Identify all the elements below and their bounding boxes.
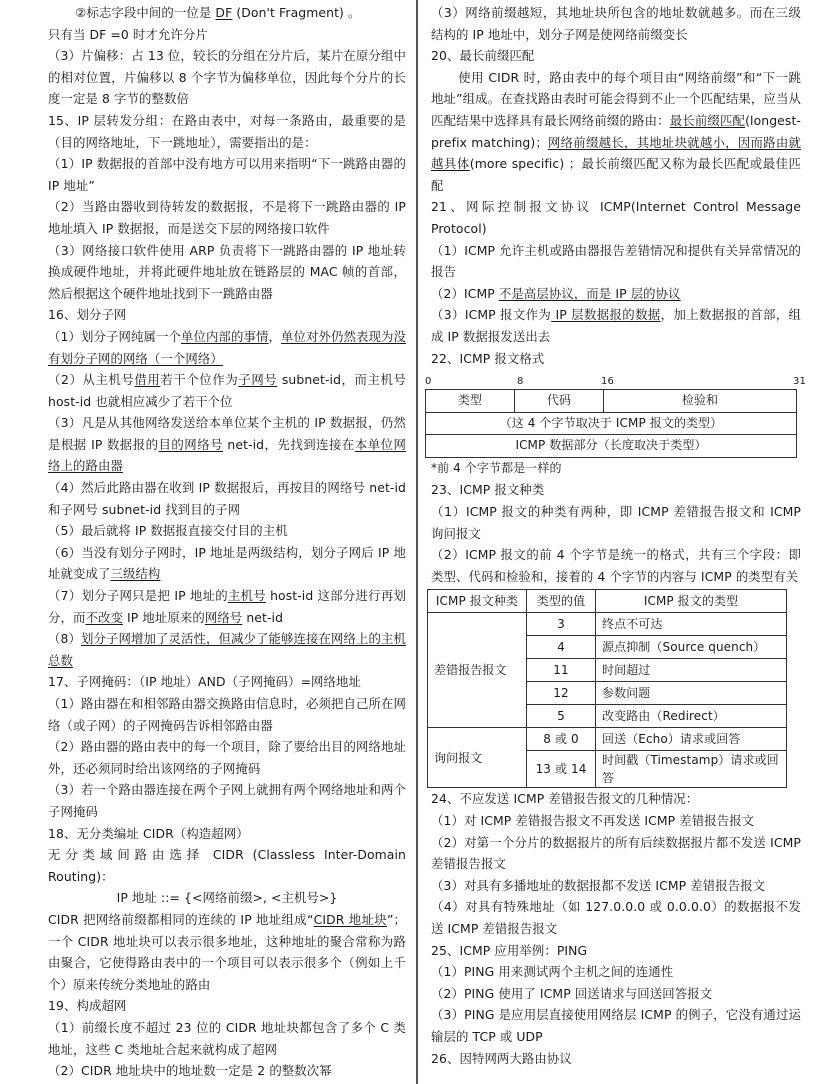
icmp-format-table — [425, 389, 797, 458]
field-type: 类型 — [426, 390, 515, 413]
text: （2）从主机号 — [48, 372, 135, 388]
bit-label-31: 31 — [793, 376, 806, 388]
underlined-text: 单位内部的事情 — [181, 328, 269, 344]
df-flag-line — [48, 2, 406, 24]
left-column — [48, 2, 406, 1082]
bit-label-8: 8 — [517, 376, 524, 388]
section-heading-22: 22、ICMP 报文格式 — [431, 350, 545, 366]
underlined-text: DF — [215, 5, 233, 20]
paragraph: （1）PING 用来测试两个主机之间的连通性 — [431, 964, 674, 980]
type-desc: 源点抑制（Source quench） — [596, 636, 787, 659]
bit-ruler — [425, 371, 806, 389]
underlined-text: 本单位网络上的路由器 — [48, 436, 407, 474]
paragraph — [48, 542, 406, 585]
paragraph: 只有当 DF =0 时才允许分片 — [48, 26, 208, 42]
section-heading-16: 16、划分子网 — [48, 307, 127, 323]
type-value: 12 — [527, 682, 596, 705]
group-error-report: 差错报告报文 — [428, 613, 527, 728]
table-row — [428, 728, 787, 751]
type-desc: 时间戳（Timestamp）请求或回答 — [596, 751, 787, 788]
bit-label-16: 16 — [601, 376, 614, 388]
text: IP 地址原来的 — [122, 609, 205, 625]
underlined-text: 网络前缀越长，其地址块就越小，因而路由就越具体 — [431, 134, 801, 172]
type-value: 11 — [527, 659, 596, 682]
underlined-text: 不改变 — [85, 609, 123, 625]
underlined-text: 三级结构 — [110, 566, 161, 582]
underlined-text: 主机号 — [227, 588, 266, 604]
text: ， — [268, 328, 282, 344]
field-type-dependent: （这 4 个字节取决于 ICMP 报文的类型） — [426, 412, 797, 435]
paragraph: （3）片偏移：占 13 位，较长的分组在分片后，某片在原分组中的相对位置，片偏移以 8 个字节为偏移单位，因此每个分片的长度一定是 8 字节的整数倍 — [48, 48, 406, 107]
paragraph — [48, 326, 406, 369]
text: （3）ICMP 报文作为 — [431, 307, 552, 323]
type-value: 8 或 0 — [527, 728, 596, 751]
text: （7）划分子网只是把 IP 地址的 — [48, 588, 228, 604]
paragraph: （2）CIDR 地址块中的地址数一定是 2 的整数次幂 — [48, 1063, 332, 1079]
header-cell: 类型的值 — [527, 590, 596, 613]
header-cell: ICMP 报文的类型 — [596, 590, 787, 613]
paragraph: （1）ICMP 允许主机或路由器报告差错情况和提供有关异常情况的报告 — [431, 242, 801, 280]
type-value: 4 — [527, 636, 596, 659]
underlined-text: CIDR 地址块 — [313, 911, 387, 927]
type-desc: 时间超过 — [596, 659, 787, 682]
icmp-kinds-table — [427, 589, 787, 788]
paragraph — [431, 304, 801, 347]
paragraph — [48, 585, 406, 628]
paragraph: （4）然后此路由器在收到 IP 数据报后，再按目的网络号 net-id 和子网号 subnet-id 找到目的子网 — [48, 480, 406, 517]
paragraph: （1）路由器在和相邻路由器交换路由信息时，必须把自己所在网络（或子网）的子网掩码告诉相邻路由器 — [48, 696, 406, 733]
field-code: 代码 — [515, 390, 604, 413]
paragraph: （4）对具有特殊地址（如 127.0.0.0 或 0.0.0.0）的数据报不发送 ICMP 差错报告报文 — [431, 899, 801, 936]
table-row — [428, 613, 787, 636]
underlined-text: 最长前缀匹配 — [669, 112, 746, 128]
paragraph: （1）对 ICMP 差错报告报文不再发送 ICMP 差错报告报文 — [431, 813, 755, 829]
underlined-text: 目的网络号 — [158, 436, 223, 452]
text: 若干个位作为 — [160, 372, 239, 388]
paragraph: （2）路由器的路由表中的每一个项目，除了要给出目的网络地址外，还必须同时给出该网络的子网掩码 — [48, 739, 406, 776]
text: ，加上数据报的首部，组成 IP 数据报发送出去 — [431, 307, 801, 344]
section-heading-17: 17、子网掩码：（IP 地址）AND（子网掩码）=网络地址 — [48, 674, 362, 690]
paragraph — [48, 412, 406, 477]
paragraph: （3）若一个路由器连接在两个子网上就拥有两个网络地址和两个子网掩码 — [48, 782, 406, 819]
right-column — [425, 2, 806, 1069]
paragraph — [48, 369, 406, 412]
table-row — [426, 435, 797, 458]
paragraph: （5）最后就将 IP 数据报直接交付目的主机 — [48, 523, 288, 539]
text: （6）当没有划分子网时，IP 地址是两级结构，划分子网后 IP 地址就变成了 — [48, 544, 406, 582]
paragraph: （2）PING 使用了 ICMP 回送请求与回送回答报文 — [431, 985, 713, 1001]
bit-label-0: 0 — [425, 376, 432, 388]
underlined-text: IP 层数据报的数据 — [551, 307, 661, 323]
type-value: 13 或 14 — [527, 751, 596, 788]
text: net-id，先找到连接在 — [222, 436, 355, 452]
paragraph: （3）网络前缀越短，其地址块所包含的地址数就越多。而在三级结构的 IP 地址中，划分子网是使网络前缀变长 — [431, 5, 801, 42]
field-data: ICMP 数据部分（长度取决于类型） — [426, 435, 797, 458]
text: subnet-id，而主机号 host-id 也就相应减少了若干个位 — [48, 372, 406, 409]
section-heading-20: 20、最长前缀匹配 — [431, 48, 535, 64]
underlined-text: 划分子网增加了灵活性，但减少了能够连接在网络上的主机总数 — [48, 631, 406, 668]
type-value: 5 — [527, 705, 596, 728]
section-heading-26: 26、因特网两大路由协议 — [431, 1050, 572, 1066]
field-checksum: 检验和 — [604, 390, 797, 413]
type-desc: 回送（Echo）请求或回答 — [596, 728, 787, 751]
paragraph: （1）ICMP 报文的种类有两种，即 ICMP 差错报告报文和 ICMP 询问报文 — [431, 504, 801, 541]
text: （1）划分子网纯属一个 — [48, 328, 181, 344]
table-row — [426, 412, 797, 435]
text: （2）ICMP — [431, 285, 499, 301]
underlined-text: 子网号 — [238, 372, 278, 388]
type-desc: 改变路由（Redirect） — [596, 705, 787, 728]
table-header-row — [428, 590, 787, 613]
type-desc: 终点不可达 — [596, 613, 787, 636]
column-divider — [416, 0, 418, 1084]
underlined-text: 网络号 — [204, 609, 243, 625]
format-note: *前 4 个字节都是一样的 — [431, 460, 562, 475]
paragraph: （1）前缀长度不超过 23 位的 CIDR 地址块都包含了多个 C 类地址，这些 C 类地址合起来就构成了超网 — [48, 1019, 406, 1057]
paragraph: （3）网络接口软件使用 ARP 负责将下一跳路由器的 IP 地址转换成硬件地址，并将此硬件地址放在链路层的 MAC 帧的首部，然后根据这个硬件地址找到下一跳路由器 — [48, 242, 406, 301]
paragraph: （3）对具有多播地址的数据报都不发送 ICMP 差错报告报文 — [431, 877, 766, 893]
type-value: 3 — [527, 613, 596, 636]
paragraph: （2）当路由器收到待转发的数据报，不是将下一跳路由器的 IP 地址填入 IP 数据报，而是送交下层的网络接口软件 — [48, 199, 406, 236]
header-cell: ICMP 报文种类 — [428, 590, 527, 613]
paragraph: （2）对第一个分片的数据报片的所有后续数据报片都不发送 ICMP 差错报告报文 — [431, 834, 801, 872]
section-heading-24: 24、不应发送 ICMP 差错报告报文的几种情况： — [431, 791, 699, 807]
text: (Don't Fragment) 。 — [232, 5, 361, 20]
paragraph — [431, 283, 801, 305]
underlined-text: 不是高层协议，而是 IP 层的协议 — [498, 285, 681, 301]
paragraph: （3）PING 是应用层直接使用网络层 ICMP 的例子，它没有通过运输层的 TCP 或 UDP — [431, 1007, 801, 1044]
table-row — [426, 390, 797, 413]
section-heading-18: 18、无分类编址 CIDR（构造超网） — [48, 825, 249, 841]
underlined-text: 借用 — [134, 372, 161, 388]
text: 使用 CIDR 时，路由表中的每个项目由“网络前缀”和“下一跳地址”组成。在查找路由表时可能会得到不止一个匹配结果，应当从匹配结果中选择具有最长网络前缀的路由： — [431, 69, 801, 128]
paragraph: 无分类域间路由选择 CIDR (Classless Inter-Domain Routing)： — [48, 847, 406, 884]
text: (more specific) ；最长前缀匹配又称为最长匹配或最佳匹配 — [431, 156, 801, 193]
section-heading-25: 25、ICMP 应用举例：PING — [431, 942, 588, 958]
paragraph: （2）ICMP 报文的前 4 个字节是统一的格式，共有三个字段：即类型、代码和检验和，接着的 4 个字节的内容与 ICMP 的类型有关 — [431, 547, 801, 584]
paragraph — [48, 628, 406, 671]
underlined-text: 单位对外仍然表现为没有划分子网的网络（一个网络） — [48, 328, 407, 366]
text: (longest-prefix matching)； — [431, 112, 801, 150]
text: host-id 这部分进行再划分，而 — [48, 588, 406, 625]
group-query: 询问报文 — [428, 728, 527, 788]
type-desc: 参数问题 — [596, 682, 787, 705]
paragraph — [431, 67, 801, 197]
text: ②标志字段中间的一位是 — [75, 5, 216, 20]
section-heading-19: 19、构成超网 — [48, 998, 127, 1014]
text: （3）凡是从其他网络发送给本单位某个主机的 IP 数据报，仍然是根据 IP 数据报的 — [48, 415, 406, 452]
text: ”；一个 CIDR 地址块可以表示很多地址，这种地址的聚合常称为路由聚合，它使得路由表中的一个项目可以表示很多个（例如上千个）原来传统分类地址的路由 — [48, 911, 406, 992]
section-heading-23: 23、ICMP 报文种类 — [431, 482, 545, 498]
section-heading-21: 21、网际控制报文协议 ICMP(Internet Control Message Protocol) — [431, 199, 801, 236]
text: （8） — [48, 631, 81, 647]
text: CIDR 把网络前缀都相同的连续的 IP 地址组成“ — [48, 911, 314, 927]
text: net-id — [242, 609, 284, 625]
section-heading-15: 15、IP 层转发分组：在路由表中，对每一条路由，最重要的是（目的网络地址，下一跳地址），需要指出的是： — [48, 112, 406, 150]
paragraph: （1）IP 数据报的首部中没有地方可以用来指明“下一跳路由器的 IP 地址” — [48, 156, 406, 193]
paragraph — [48, 909, 406, 995]
cidr-formula: IP 地址 ::= {<网络前缀>, <主机号>} — [116, 890, 338, 906]
